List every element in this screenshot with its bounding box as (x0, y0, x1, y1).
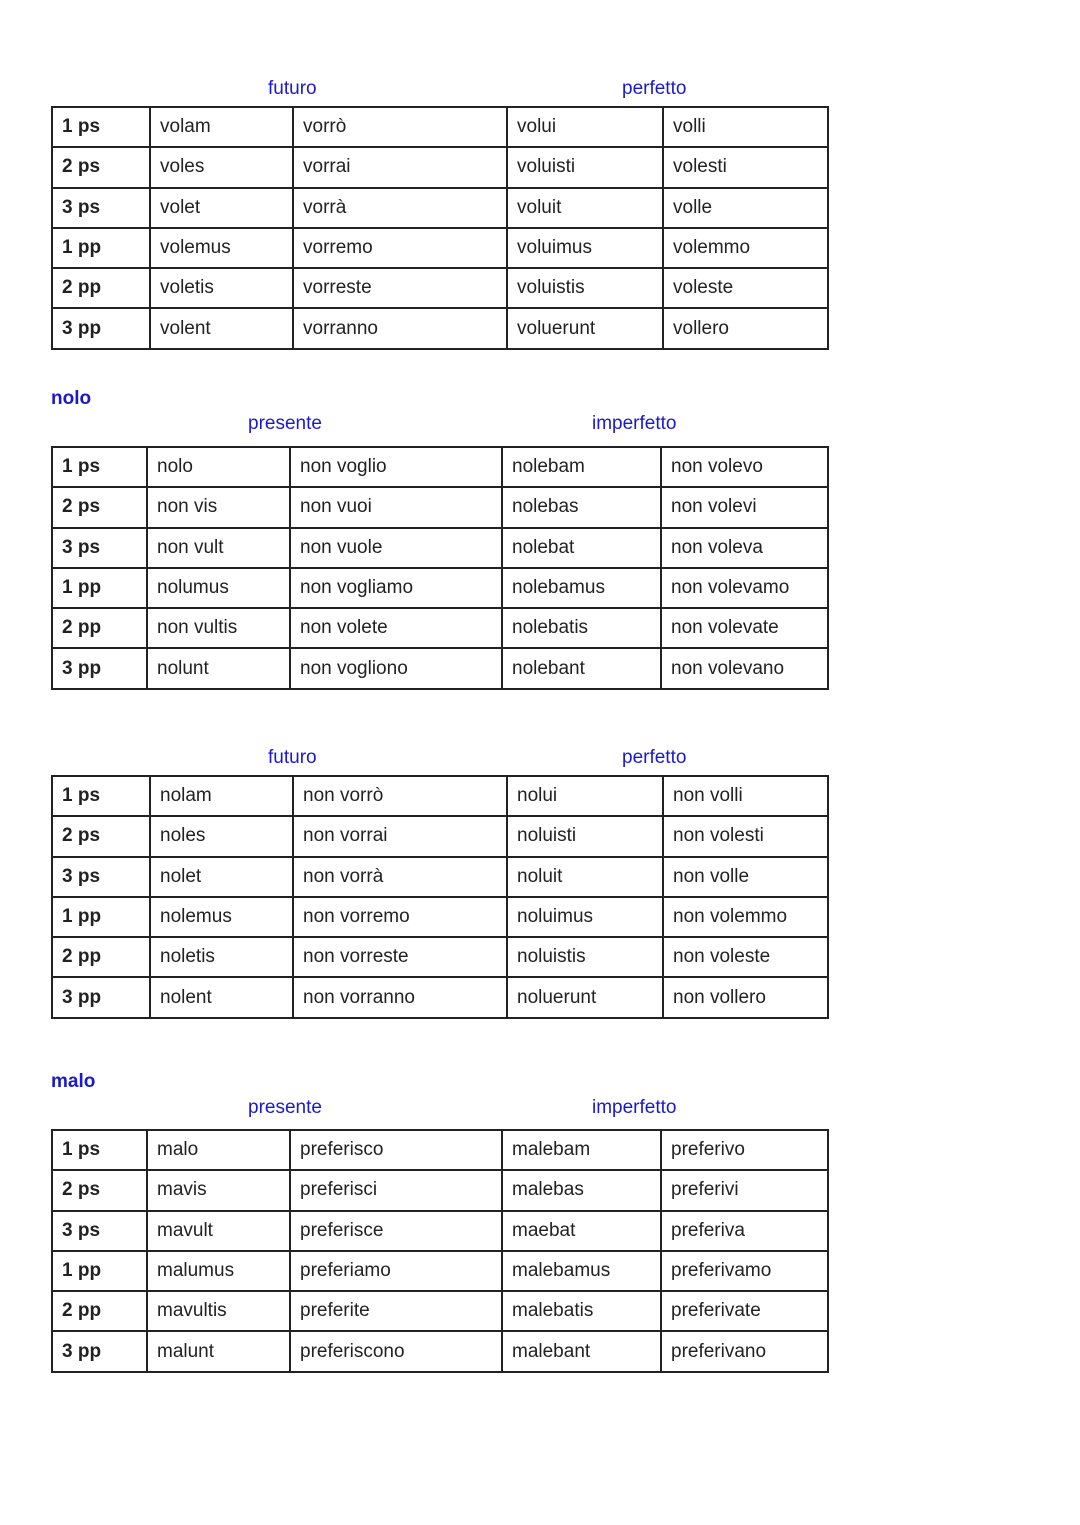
table-row (52, 568, 828, 608)
person-cell: 3 ps (52, 857, 150, 897)
latin-form-cell: malunt (147, 1331, 290, 1371)
italian-translation-cell: non volevi (661, 487, 828, 527)
italian-translation-cell: preferivano (661, 1331, 828, 1371)
italian-translation-cell: non vorremo (293, 897, 507, 937)
latin-form-cell: voluisti (507, 147, 663, 187)
italian-translation-cell: non volevo (661, 447, 828, 487)
italian-translation-cell: non vorrà (293, 857, 507, 897)
italian-translation-cell: preferisco (290, 1130, 502, 1170)
conjugation-block-nolo-presente-imperfetto (51, 413, 827, 690)
italian-translation-cell: non vuoi (290, 487, 502, 527)
italian-translation-cell: voleste (663, 268, 828, 308)
italian-translation-cell: preferisci (290, 1170, 502, 1210)
latin-form-cell: noluit (507, 857, 663, 897)
person-cell: 2 ps (52, 147, 150, 187)
latin-form-cell: voluit (507, 188, 663, 228)
conjugation-block-volo-futuro-perfetto (51, 78, 827, 350)
table-row (52, 107, 828, 147)
latin-form-cell: nolebant (502, 648, 661, 688)
italian-translation-cell: non volevate (661, 608, 828, 648)
italian-translation-cell: non volli (663, 776, 828, 816)
italian-translation-cell: volemmo (663, 228, 828, 268)
latin-form-cell: nolebamus (502, 568, 661, 608)
table-row (52, 147, 828, 187)
italian-translation-cell: preferisce (290, 1211, 502, 1251)
verb-title-nolo: nolo (51, 388, 92, 409)
latin-form-cell: noluimus (507, 897, 663, 937)
person-cell: 2 ps (52, 487, 147, 527)
latin-form-cell: maebat (502, 1211, 661, 1251)
latin-form-cell: nolam (150, 776, 293, 816)
italian-translation-cell: vorrà (293, 188, 507, 228)
tense-heading-imperfetto: imperfetto (592, 413, 677, 434)
latin-form-cell: voletis (150, 268, 293, 308)
latin-form-cell: volet (150, 188, 293, 228)
latin-form-cell: voluerunt (507, 308, 663, 348)
italian-translation-cell: vorranno (293, 308, 507, 348)
table-row (52, 1130, 828, 1170)
italian-translation-cell: volli (663, 107, 828, 147)
table-row (52, 1291, 828, 1331)
italian-translation-cell: preferite (290, 1291, 502, 1331)
italian-translation-cell: non vollero (663, 977, 828, 1017)
italian-translation-cell: non volemmo (663, 897, 828, 937)
italian-translation-cell: non volete (290, 608, 502, 648)
latin-form-cell: nolebam (502, 447, 661, 487)
italian-translation-cell: preferiamo (290, 1251, 502, 1291)
person-cell: 3 pp (52, 308, 150, 348)
person-cell: 2 ps (52, 816, 150, 856)
latin-form-cell: noluerunt (507, 977, 663, 1017)
latin-form-cell: malebam (502, 1130, 661, 1170)
tense-heading-perfetto: perfetto (622, 78, 687, 99)
table-row (52, 268, 828, 308)
italian-translation-cell: vollero (663, 308, 828, 348)
person-cell: 3 pp (52, 648, 147, 688)
table-row (52, 897, 828, 937)
latin-form-cell: mavultis (147, 1291, 290, 1331)
tense-heading-futuro: futuro (268, 747, 317, 768)
latin-form-cell: volui (507, 107, 663, 147)
latin-form-cell: non vis (147, 487, 290, 527)
latin-form-cell: malebant (502, 1331, 661, 1371)
latin-form-cell: malumus (147, 1251, 290, 1291)
italian-translation-cell: non voglio (290, 447, 502, 487)
latin-form-cell: nolo (147, 447, 290, 487)
table-row (52, 816, 828, 856)
person-cell: 1 pp (52, 1251, 147, 1291)
italian-translation-cell: volesti (663, 147, 828, 187)
conjugation-table (51, 446, 829, 690)
person-cell: 2 pp (52, 1291, 147, 1331)
latin-form-cell: volemus (150, 228, 293, 268)
table-row (52, 308, 828, 348)
table-row (52, 776, 828, 816)
latin-form-cell: malo (147, 1130, 290, 1170)
latin-form-cell: noluisti (507, 816, 663, 856)
italian-translation-cell: vorreste (293, 268, 507, 308)
latin-form-cell: non vult (147, 528, 290, 568)
italian-translation-cell: preferivamo (661, 1251, 828, 1291)
latin-form-cell: mavis (147, 1170, 290, 1210)
person-cell: 1 ps (52, 776, 150, 816)
table-row (52, 188, 828, 228)
italian-translation-cell: non vorrai (293, 816, 507, 856)
italian-translation-cell: volle (663, 188, 828, 228)
verb-title-malo: malo (51, 1071, 96, 1092)
italian-translation-cell: non vuole (290, 528, 502, 568)
latin-form-cell: nolunt (147, 648, 290, 688)
person-cell: 2 ps (52, 1170, 147, 1210)
latin-form-cell: malebamus (502, 1251, 661, 1291)
person-cell: 1 ps (52, 447, 147, 487)
latin-form-cell: nolet (150, 857, 293, 897)
table-row (52, 648, 828, 688)
person-cell: 3 ps (52, 528, 147, 568)
italian-translation-cell: non volle (663, 857, 828, 897)
table-row (52, 1331, 828, 1371)
tense-heading-presente: presente (248, 413, 322, 434)
tense-heading-imperfetto: imperfetto (592, 1097, 677, 1118)
person-cell: 1 pp (52, 897, 150, 937)
italian-translation-cell: non volevano (661, 648, 828, 688)
latin-form-cell: nolebat (502, 528, 661, 568)
latin-form-cell: nolemus (150, 897, 293, 937)
table-row (52, 447, 828, 487)
italian-translation-cell: vorrai (293, 147, 507, 187)
person-cell: 2 pp (52, 268, 150, 308)
latin-form-cell: voluimus (507, 228, 663, 268)
table-row (52, 487, 828, 527)
latin-form-cell: nolui (507, 776, 663, 816)
latin-form-cell: malebatis (502, 1291, 661, 1331)
conjugation-block-nolo-futuro-perfetto (51, 747, 827, 1019)
italian-translation-cell: non voleva (661, 528, 828, 568)
latin-form-cell: voles (150, 147, 293, 187)
person-cell: 3 ps (52, 188, 150, 228)
italian-translation-cell: preferivi (661, 1170, 828, 1210)
italian-translation-cell: vorremo (293, 228, 507, 268)
latin-form-cell: nolebas (502, 487, 661, 527)
tense-heading-presente: presente (248, 1097, 322, 1118)
italian-translation-cell: vorrò (293, 107, 507, 147)
person-cell: 3 pp (52, 977, 150, 1017)
table-row (52, 1170, 828, 1210)
italian-translation-cell: non vorreste (293, 937, 507, 977)
person-cell: 1 pp (52, 568, 147, 608)
person-cell: 1 pp (52, 228, 150, 268)
table-row (52, 228, 828, 268)
table-row (52, 1251, 828, 1291)
italian-translation-cell: preferiva (661, 1211, 828, 1251)
table-row (52, 528, 828, 568)
italian-translation-cell: preferiscono (290, 1331, 502, 1371)
table-row (52, 937, 828, 977)
latin-form-cell: nolebatis (502, 608, 661, 648)
table-row (52, 608, 828, 648)
latin-form-cell: voluistis (507, 268, 663, 308)
person-cell: 1 ps (52, 1130, 147, 1170)
latin-form-cell: malebas (502, 1170, 661, 1210)
person-cell: 1 ps (52, 107, 150, 147)
conjugation-block-malo-presente-imperfetto (51, 1097, 827, 1373)
latin-form-cell: nolent (150, 977, 293, 1017)
conjugation-table (51, 775, 829, 1019)
italian-translation-cell: non volesti (663, 816, 828, 856)
person-cell: 3 ps (52, 1211, 147, 1251)
italian-translation-cell: preferivate (661, 1291, 828, 1331)
latin-form-cell: mavult (147, 1211, 290, 1251)
person-cell: 3 pp (52, 1331, 147, 1371)
tense-heading-futuro: futuro (268, 78, 317, 99)
italian-translation-cell: non vogliamo (290, 568, 502, 608)
latin-form-cell: noletis (150, 937, 293, 977)
tense-heading-perfetto: perfetto (622, 747, 687, 768)
latin-form-cell: noles (150, 816, 293, 856)
latin-form-cell: volam (150, 107, 293, 147)
italian-translation-cell: non voleste (663, 937, 828, 977)
table-row (52, 1211, 828, 1251)
italian-translation-cell: non vorranno (293, 977, 507, 1017)
person-cell: 2 pp (52, 937, 150, 977)
italian-translation-cell: non vogliono (290, 648, 502, 688)
person-cell: 2 pp (52, 608, 147, 648)
latin-form-cell: nolumus (147, 568, 290, 608)
table-row (52, 857, 828, 897)
conjugation-table (51, 106, 829, 350)
conjugation-table (51, 1129, 829, 1373)
latin-form-cell: noluistis (507, 937, 663, 977)
table-row (52, 977, 828, 1017)
italian-translation-cell: non vorrò (293, 776, 507, 816)
latin-form-cell: non vultis (147, 608, 290, 648)
italian-translation-cell: preferivo (661, 1130, 828, 1170)
italian-translation-cell: non volevamo (661, 568, 828, 608)
latin-form-cell: volent (150, 308, 293, 348)
